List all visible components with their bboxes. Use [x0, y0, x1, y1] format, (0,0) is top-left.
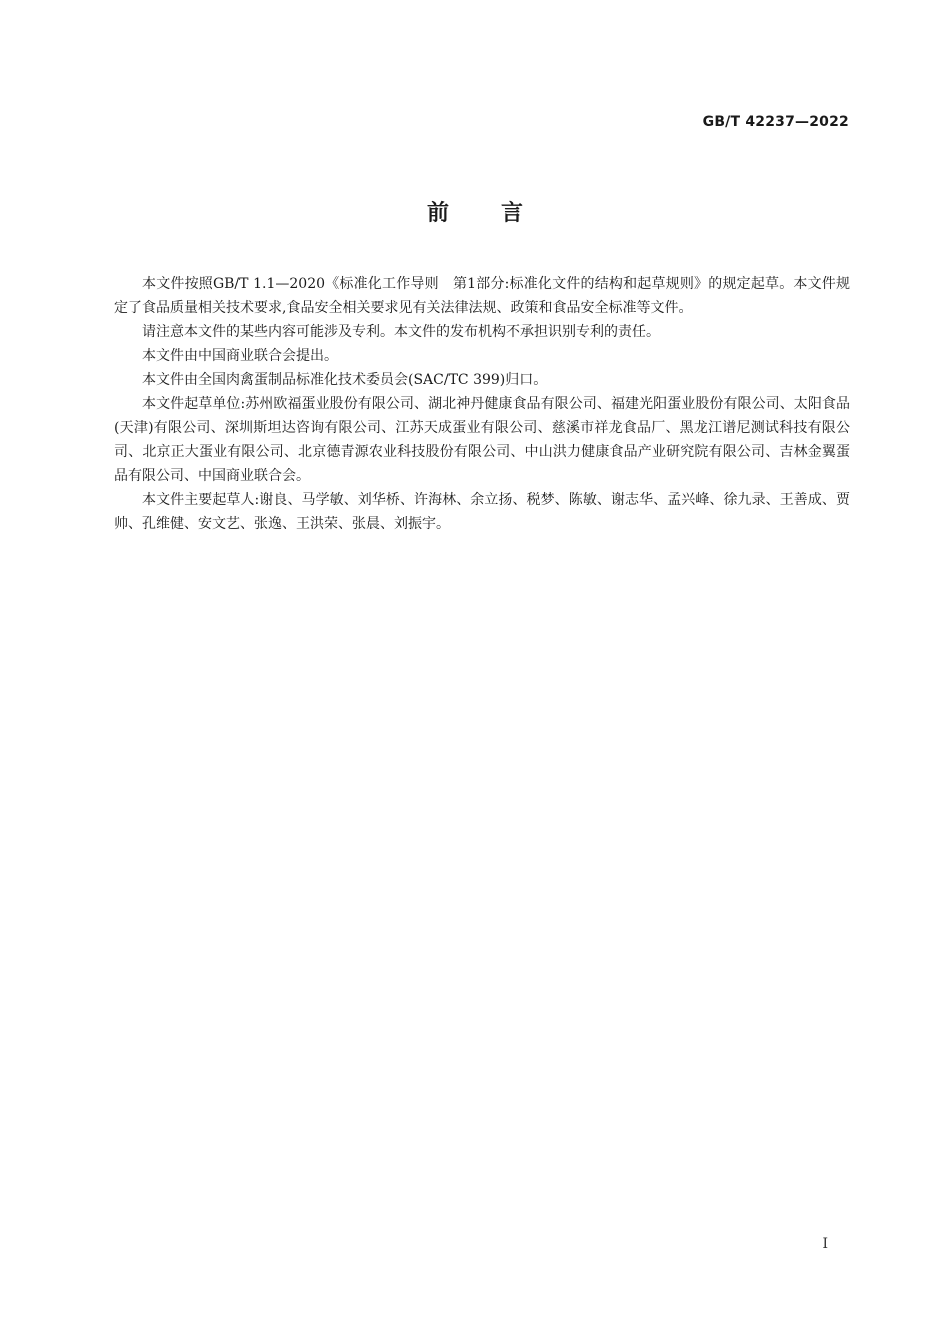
page-number: I	[822, 1236, 828, 1252]
paragraph-patent-notice: 请注意本文件的某些内容可能涉及专利。本文件的发布机构不承担识别专利的责任。	[142, 324, 660, 340]
preface-body	[114, 272, 850, 536]
paragraph-proposer: 本文件由中国商业联合会提出。	[142, 348, 338, 364]
page-title: 前言	[426, 201, 575, 226]
paragraph-drafting-units: 本文件起草单位:苏州欧福蛋业股份有限公司、湖北神丹健康食品有限公司、福建光阳蛋业股份有限公司、太阳食品(天津)有限公司、深圳斯坦达咨询有限公司、江苏天成蛋业有限公司、慈溪市祥龙食品厂、黑龙江谱尼测试科技有限公司、北京正大蛋业有限公司、北京德青源农业科技股份有限公司、中山洪力健康食品产业研究院有限公司、吉林金翼蛋品有限公司、中国商业联合会。	[114, 396, 850, 484]
paragraph-drafters: 本文件主要起草人:谢良、马学敏、刘华桥、许海林、余立扬、税梦、陈敏、谢志华、孟兴峰、徐九录、王善成、贾帅、孔维健、安文艺、张逸、王洪荣、张晨、刘振宇。	[114, 492, 850, 532]
paragraph-committee: 本文件由全国肉禽蛋制品标准化技术委员会(SAC/TC 399)归口。	[142, 372, 548, 388]
paragraph-drafting-rules: 本文件按照GB/T 1.1—2020《标准化工作导则 第1部分:标准化文件的结构和起草规则》的规定起草。本文件规定了食品质量相关技术要求,食品安全相关要求见有关法律法规、政策和食品安全标准等文件。	[114, 276, 850, 316]
standard-number: GB/T 42237—2022	[702, 114, 849, 130]
